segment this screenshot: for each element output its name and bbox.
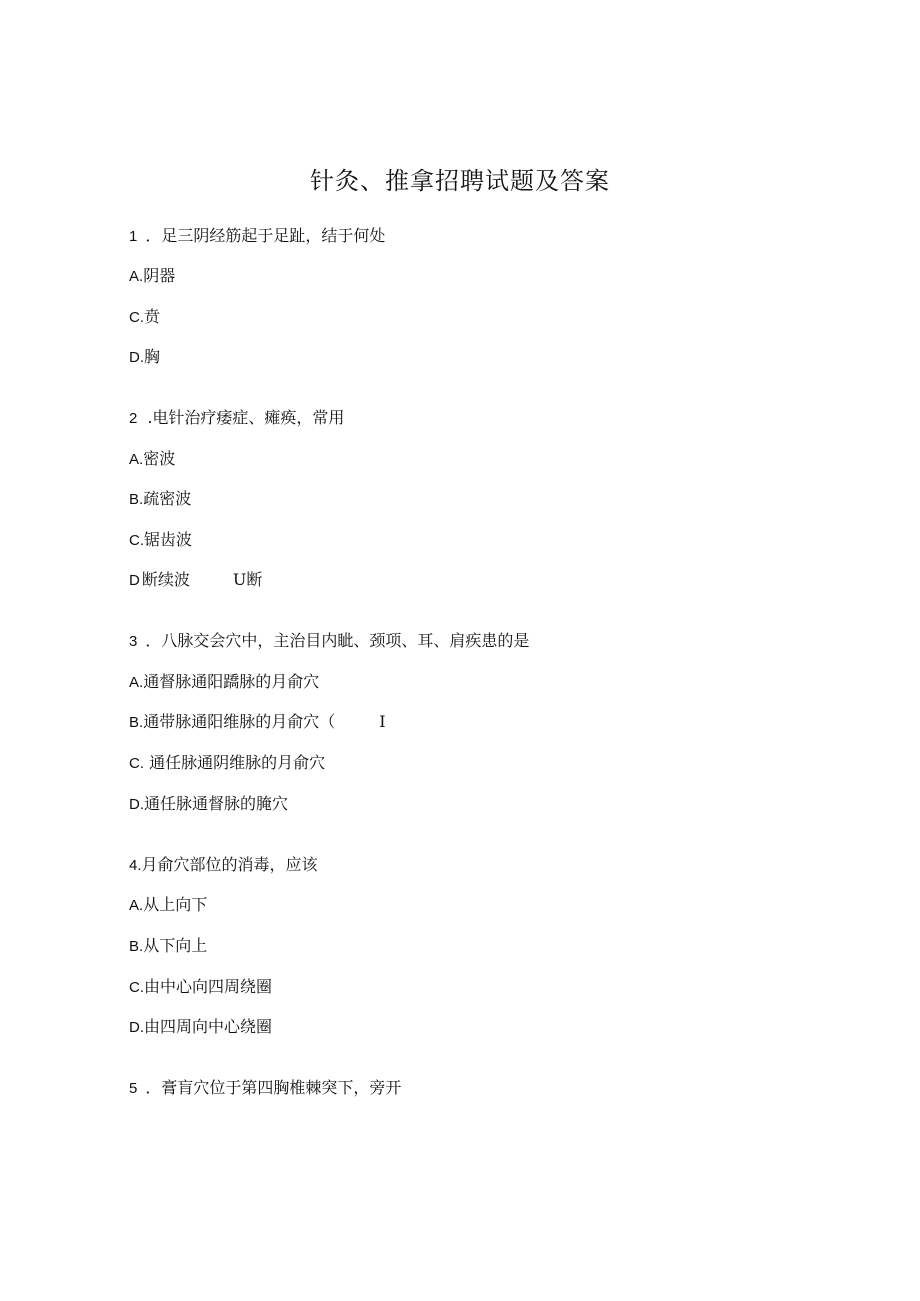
question-text: 月俞穴部位的消毒，应该	[141, 855, 318, 874]
option-letter: A.	[129, 897, 144, 914]
question-1-option-c	[129, 307, 160, 328]
option-text: 从上向下	[143, 895, 208, 914]
question-text: ．足三阴经筋起于足趾，结于何处	[145, 226, 386, 245]
option-letter: A.	[129, 268, 144, 285]
question-number: 5	[129, 1080, 138, 1097]
option-text: 疏密波	[143, 489, 192, 508]
question-4-stem	[129, 855, 318, 876]
stray-mark: U断	[232, 570, 263, 589]
option-text: 通督脉通阳蹻脉的月俞穴	[143, 672, 320, 691]
question-3-option-c	[129, 753, 325, 774]
option-text: 由四周向中心绕圈	[144, 1017, 273, 1036]
option-text: 由中心向四周绕圈	[144, 977, 273, 996]
option-letter: D	[129, 572, 140, 589]
option-text: 通任脉通督脉的腌穴	[144, 794, 289, 813]
option-text: 从下向上	[143, 936, 208, 955]
question-number: 3	[129, 633, 138, 650]
question-text: .电针治疗痿症、瘫痪，常用	[147, 408, 345, 427]
option-letter: D.	[129, 796, 144, 813]
question-4-option-a	[129, 895, 207, 916]
question-1-stem	[129, 226, 385, 247]
option-letter: B.	[129, 938, 144, 955]
option-text: 胸	[144, 347, 161, 366]
option-letter: D.	[129, 349, 144, 366]
option-text: 阴器	[143, 266, 176, 285]
question-3-option-a	[129, 672, 319, 693]
option-text: 断续波	[141, 570, 190, 589]
option-letter: A.	[129, 674, 144, 691]
question-4-option-b	[129, 936, 207, 957]
question-3-option-d	[129, 794, 288, 815]
question-2-option-a	[129, 449, 175, 470]
question-4-option-d	[129, 1017, 272, 1038]
question-2-option-d	[129, 570, 262, 591]
question-2-stem	[129, 408, 344, 429]
question-2-option-b	[129, 489, 191, 510]
question-3-stem	[129, 631, 529, 652]
question-text: ．膏肓穴位于第四胸椎棘突下，旁开	[145, 1078, 402, 1097]
option-text: 通带脉通阳维脉的月俞穴（	[143, 712, 336, 731]
option-letter: C.	[129, 532, 144, 549]
question-1-option-d	[129, 347, 160, 368]
question-3-option-b	[129, 712, 386, 733]
option-letter: D.	[129, 1019, 144, 1036]
option-text: 通任脉通阴维脉的月俞穴	[144, 753, 326, 772]
option-text: 贲	[144, 307, 161, 326]
option-letter: C.	[129, 979, 144, 996]
question-2-option-c	[129, 530, 192, 551]
option-letter: C.	[129, 755, 144, 772]
option-letter: B.	[129, 491, 144, 508]
option-text: 锯齿波	[144, 530, 193, 549]
question-5-stem	[129, 1078, 401, 1099]
stray-mark: I	[379, 712, 386, 731]
question-text: ．八脉交会穴中，主治目内眦、颈项、耳、肩疾患的是	[145, 631, 530, 650]
option-letter: C.	[129, 309, 144, 326]
question-1-option-a	[129, 266, 175, 287]
question-number: 1	[129, 228, 138, 245]
page-title: 针灸、推拿招聘试题及答案	[310, 167, 610, 195]
question-number: 4.	[129, 857, 142, 874]
option-letter: A.	[129, 451, 144, 468]
question-number: 2	[129, 410, 138, 427]
option-letter: B.	[129, 714, 144, 731]
option-text: 密波	[143, 449, 176, 468]
question-4-option-c	[129, 977, 272, 998]
